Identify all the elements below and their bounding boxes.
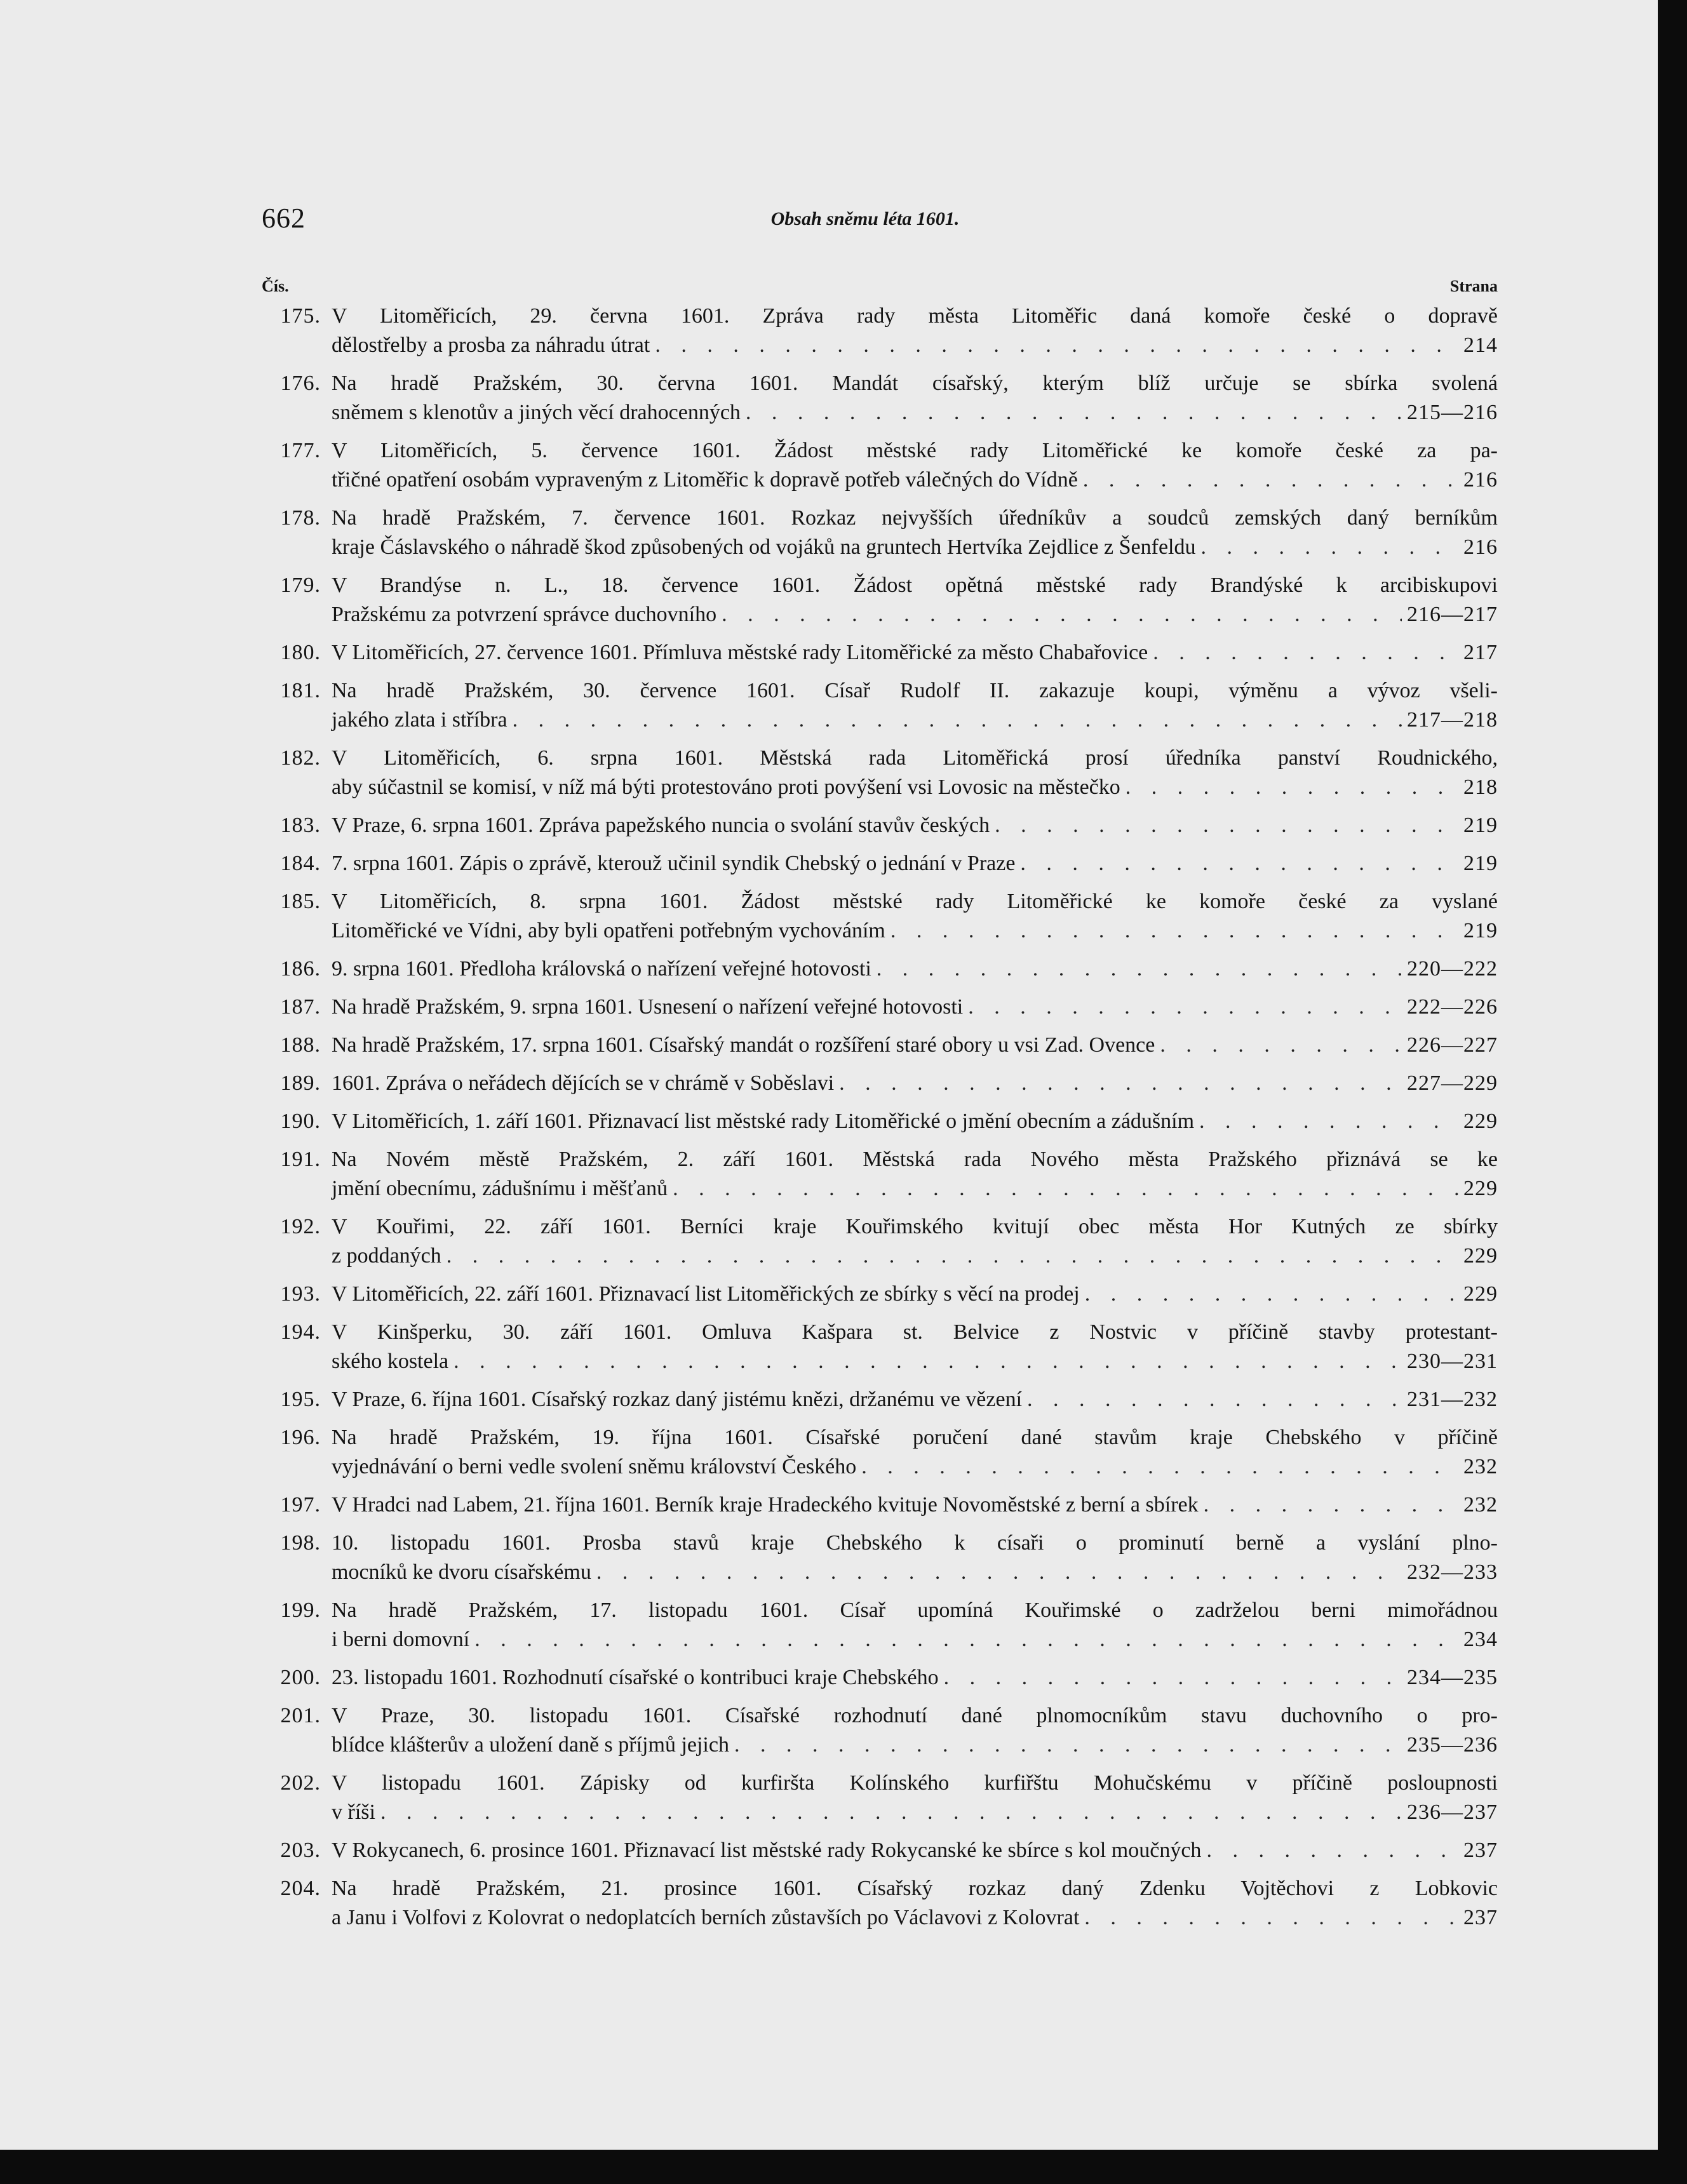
dot-leader: [746, 398, 1402, 427]
entry-page: 216: [1463, 535, 1498, 559]
entry-number: 190.: [280, 1109, 321, 1133]
entry-text: [332, 1069, 1498, 1098]
toc-entry: [251, 849, 1498, 878]
entry-title-end: V Praze, 6. října 1601. Císařský rozkaz daný jistému knězi, držanému ve vězení: [332, 1388, 1023, 1411]
entry-last-line: [332, 955, 1498, 984]
toc-entry: [251, 993, 1498, 1022]
dot-leader: [1126, 773, 1458, 802]
dot-leader: [877, 955, 1402, 984]
entry-page: 237: [1463, 1906, 1498, 1929]
column-heading-page: Strana: [1449, 277, 1498, 295]
entry-page: 217: [1463, 641, 1498, 664]
entry-text: [332, 302, 1498, 360]
entry-line: Na hradě Pražském, 30. července 1601. Císař Rudolf II. zakazuje koupi, výměnu a vývoz všeli-: [332, 679, 1498, 702]
toc-entry: [251, 638, 1498, 667]
entry-text: [332, 887, 1498, 946]
entry-number: 188.: [280, 1033, 321, 1057]
entry-number: 192.: [280, 1215, 321, 1238]
entry-last-line: [332, 1031, 1498, 1060]
entry-last-line: [332, 1107, 1498, 1136]
column-heading-number: Čís.: [262, 277, 289, 295]
toc-entry: [251, 676, 1498, 735]
entry-number: 199.: [280, 1598, 321, 1622]
entry-number: 182.: [280, 746, 321, 770]
entry-text: [332, 1874, 1498, 1933]
entry-number: 204.: [280, 1877, 321, 1900]
entry-page: 229: [1463, 1177, 1498, 1200]
entry-page: 237: [1463, 1839, 1498, 1862]
entry-text: [332, 638, 1498, 667]
dot-leader: [673, 1174, 1458, 1203]
entry-number: 176.: [280, 372, 321, 395]
toc-entry: [251, 1385, 1498, 1414]
entry-page: 229: [1463, 1282, 1498, 1306]
entry-last-line: [332, 849, 1498, 878]
entry-page: 219: [1463, 919, 1498, 942]
entry-line: V Brandýse n. L., 18. července 1601. Žádost opětná městské rady Brandýské k arcibiskupovi: [332, 573, 1498, 597]
entry-page: 234—235: [1407, 1666, 1498, 1689]
entry-page: 232: [1463, 1455, 1498, 1478]
entry-last-line: [332, 1174, 1498, 1203]
entry-number: 191.: [280, 1148, 321, 1171]
dot-leader: [734, 1731, 1402, 1760]
entry-title-end: aby súčastnil se komisí, v níž má býti protestováno proti povýšení vsi Lovosic na městečko: [332, 775, 1120, 799]
entry-last-line: [332, 398, 1498, 427]
entry-last-line: [332, 1663, 1498, 1692]
toc-entry: [251, 436, 1498, 495]
scan-border-bottom: [0, 2150, 1687, 2184]
toc-entry: [251, 1069, 1498, 1098]
entry-text: [332, 504, 1498, 562]
toc-entry: [251, 1874, 1498, 1933]
entry-text: [332, 369, 1498, 427]
entry-text: [332, 744, 1498, 802]
entry-last-line: [332, 916, 1498, 946]
entry-text: [332, 1385, 1498, 1414]
entry-last-line: [332, 1280, 1498, 1309]
entry-number: 185.: [280, 890, 321, 913]
entry-last-line: [332, 1836, 1498, 1865]
entry-last-line: [332, 993, 1498, 1022]
entry-text: [332, 1212, 1498, 1271]
entry-page: 226—227: [1407, 1033, 1498, 1057]
entry-title-end: třičné opatření osobám vypraveným z Litoměřic k dopravě potřeb válečných do Vídně: [332, 468, 1078, 492]
entry-last-line: [332, 600, 1498, 629]
entry-page: 216—217: [1407, 603, 1498, 626]
entry-line: Na hradě Pražském, 7. července 1601. Rozkaz nejvyšších úředníkův a soudců zemských daný berníkům: [332, 506, 1498, 530]
entry-text: [332, 1318, 1498, 1376]
entry-page: 215—216: [1407, 401, 1498, 424]
dot-leader: [513, 706, 1402, 735]
dot-leader: [839, 1069, 1402, 1098]
entry-page: 229: [1463, 1109, 1498, 1133]
toc-entry: [251, 1031, 1498, 1060]
entry-text: [332, 849, 1498, 878]
dot-leader: [1199, 1107, 1458, 1136]
entry-text: [332, 1280, 1498, 1309]
entry-title-end: 7. srpna 1601. Zápis o zprávě, kterouž učinil syndik Chebský o jednání v Praze: [332, 852, 1016, 875]
entry-last-line: [332, 1903, 1498, 1933]
toc-entry: [251, 1529, 1498, 1587]
entry-text: [332, 1529, 1498, 1587]
entry-last-line: [332, 1347, 1498, 1376]
entry-line: Na hradě Pražském, 21. prosince 1601. Císařský rozkaz daný Zdenku Vojtěchovi z Lobkovic: [332, 1877, 1498, 1900]
toc-entry: [251, 1212, 1498, 1271]
entry-number: 203.: [280, 1839, 321, 1862]
toc-entry: [251, 1280, 1498, 1309]
entry-number: 184.: [280, 852, 321, 875]
toc-entry: [251, 1769, 1498, 1827]
entry-page: 217—218: [1407, 708, 1498, 732]
toc-entry: [251, 504, 1498, 562]
entry-last-line: [332, 1452, 1498, 1482]
entry-line: Na hradě Pražském, 30. června 1601. Mandát císařský, kterým blíž určuje se sbírka svolená: [332, 372, 1498, 395]
entry-line: V Kinšperku, 30. září 1601. Omluva Kašpara st. Belvice z Nostvic v příčině stavby protestant-: [332, 1320, 1498, 1344]
dot-leader: [968, 993, 1402, 1022]
entry-last-line: [332, 331, 1498, 360]
entry-line: V Litoměřicích, 8. srpna 1601. Žádost městské rady Litoměřické ke komoře české za vyslané: [332, 890, 1498, 913]
toc-entry: [251, 1107, 1498, 1136]
entry-number: 181.: [280, 679, 321, 702]
entry-last-line: [332, 706, 1498, 735]
toc-entry: [251, 887, 1498, 946]
entry-last-line: [332, 1625, 1498, 1654]
toc-entry: [251, 955, 1498, 984]
entry-number: 196.: [280, 1426, 321, 1449]
page-number: 662: [262, 203, 306, 234]
entry-number: 183.: [280, 814, 321, 837]
entry-last-line: [332, 1385, 1498, 1414]
entry-text: [332, 1145, 1498, 1203]
entry-last-line: [332, 1798, 1498, 1827]
entry-number: 195.: [280, 1388, 321, 1411]
entry-title-end: V Litoměřicích, 22. září 1601. Přiznavací list Litoměřických ze sbírky s věcí na prodej: [332, 1282, 1080, 1306]
entry-title-end: kraje Čáslavského o náhradě škod způsobených od vojáků na gruntech Hertvíka Zejdlice z Šenfeldu: [332, 535, 1196, 559]
entry-text: [332, 1769, 1498, 1827]
entry-title-end: dělostřelby a prosba za náhradu útrat: [332, 333, 650, 357]
entry-line: V Litoměřicích, 29. června 1601. Zpráva rady města Litoměřic daná komoře české o dopravě: [332, 304, 1498, 328]
entry-last-line: [332, 1491, 1498, 1520]
entry-title-end: V Praze, 6. srpna 1601. Zpráva papežského nuncia o svolání stavův českých: [332, 814, 990, 837]
entry-last-line: [332, 1069, 1498, 1098]
entry-title-end: i berni domovní: [332, 1628, 470, 1651]
dot-leader: [1083, 466, 1458, 495]
toc-entry: [251, 1663, 1498, 1692]
dot-leader: [454, 1347, 1402, 1376]
entry-line: V Kouřimi, 22. září 1601. Berníci kraje Kouřimského kvitují obec města Hor Kutných ze sbírky: [332, 1215, 1498, 1238]
dot-leader: [995, 811, 1458, 840]
entry-last-line: [332, 638, 1498, 667]
entry-page: 232: [1463, 1493, 1498, 1517]
entry-number: 201.: [280, 1704, 321, 1727]
dot-leader: [1084, 1903, 1458, 1933]
entry-line: Na hradě Pražském, 19. října 1601. Císařské poručení dané stavům kraje Chebského v příčině: [332, 1426, 1498, 1449]
running-title: Obsah sněmu léta 1601.: [770, 208, 960, 229]
entry-page: 234: [1463, 1628, 1498, 1651]
entry-text: [332, 1031, 1498, 1060]
entry-text: [332, 1596, 1498, 1654]
entry-number: 178.: [280, 506, 321, 530]
entry-title-end: Litoměřické ve Vídni, aby byli opatřeni potřebným vychováním: [332, 919, 885, 942]
entry-title-end: Na hradě Pražském, 17. srpna 1601. Císařský mandát o rozšíření staré obory u vsi Zad. Ovence: [332, 1033, 1155, 1057]
entry-last-line: [332, 1731, 1498, 1760]
entry-page: 232—233: [1407, 1560, 1498, 1584]
entry-page: 218: [1463, 775, 1498, 799]
entry-text: [332, 1836, 1498, 1865]
entry-title-end: 9. srpna 1601. Předloha královská o nařízení veřejné hotovosti: [332, 957, 871, 981]
dot-leader: [1204, 1491, 1458, 1520]
toc-entry: [251, 1701, 1498, 1760]
entry-last-line: [332, 533, 1498, 562]
entry-title-end: sněmem s klenotův a jiných věcí drahocenných: [332, 401, 741, 424]
dot-leader: [1027, 1385, 1402, 1414]
entry-page: 219: [1463, 852, 1498, 875]
entry-page: 230—231: [1407, 1350, 1498, 1373]
entry-page: 220—222: [1407, 957, 1498, 981]
toc-entry: [251, 571, 1498, 629]
dot-leader: [474, 1625, 1458, 1654]
dot-leader: [891, 916, 1458, 946]
scan-border-right: [1658, 0, 1687, 2184]
entry-page: 231—232: [1407, 1388, 1498, 1411]
entry-text: [332, 1107, 1498, 1136]
dot-leader: [722, 600, 1402, 629]
entry-page: 216: [1463, 468, 1498, 492]
toc-entry: [251, 1596, 1498, 1654]
entry-line: V Praze, 30. listopadu 1601. Císařské rozhodnutí dané plnomocníkům stavu duchovního o pro-: [332, 1704, 1498, 1727]
entry-title-end: Pražskému za potvrzení správce duchovního: [332, 603, 717, 626]
entry-title-end: 1601. Zpráva o neřádech dějících se v chrámě v Soběslavi: [332, 1071, 835, 1095]
entry-title-end: z poddaných: [332, 1244, 441, 1268]
entry-last-line: [332, 1242, 1498, 1271]
entry-line: V Litoměřicích, 5. července 1601. Žádost městské rady Litoměřické ke komoře české za pa-: [332, 439, 1498, 462]
toc-entry: [251, 369, 1498, 427]
entry-number: 194.: [280, 1320, 321, 1344]
toc-entry: [251, 1145, 1498, 1203]
entry-last-line: [332, 466, 1498, 495]
dot-leader: [1201, 533, 1459, 562]
entry-line: Na hradě Pražském, 17. listopadu 1601. Císař upomíná Kouřimské o zadrželou berni mimořádnou: [332, 1598, 1498, 1622]
entry-number: 187.: [280, 995, 321, 1019]
entry-title-end: ského kostela: [332, 1350, 449, 1373]
entry-number: 198.: [280, 1531, 321, 1555]
entry-line: 10. listopadu 1601. Prosba stavů kraje Chebského k císaři o prominutí berně a vyslání plno-: [332, 1531, 1498, 1555]
entry-number: 197.: [280, 1493, 321, 1517]
toc-entry: [251, 744, 1498, 802]
entry-last-line: [332, 1558, 1498, 1587]
entry-last-line: [332, 811, 1498, 840]
entry-title-end: blídce klášterův a uložení daně s příjmů jejich: [332, 1733, 729, 1757]
entry-title-end: a Janu i Volfovi z Kolovrat o nedoplatcích berních zůstavších po Václavovi z Kolovrat: [332, 1906, 1080, 1929]
entry-text: [332, 436, 1498, 495]
dot-leader: [861, 1452, 1458, 1482]
entry-line: V Litoměřicích, 6. srpna 1601. Městská rada Litoměřická prosí úředníka panství Roudnického,: [332, 746, 1498, 770]
entry-page: 214: [1463, 333, 1498, 357]
entry-title-end: V Litoměřicích, 27. července 1601. Přímluva městské rady Litoměřické za město Chabařovice: [332, 641, 1148, 664]
toc-entry: [251, 1423, 1498, 1482]
entry-text: [332, 993, 1498, 1022]
dot-leader: [380, 1798, 1402, 1827]
entry-text: [332, 1491, 1498, 1520]
entry-text: [332, 811, 1498, 840]
entry-page: 227—229: [1407, 1071, 1498, 1095]
entry-number: 202.: [280, 1771, 321, 1795]
entry-text: [332, 676, 1498, 735]
entry-number: 177.: [280, 439, 321, 462]
entry-page: 219: [1463, 814, 1498, 837]
toc-entry: [251, 1836, 1498, 1865]
entry-text: [332, 571, 1498, 629]
page-header: [262, 202, 1469, 240]
entry-title-end: vyjednávání o berni vedle svolení sněmu království Českého: [332, 1455, 857, 1478]
entry-line: Na Novém městě Pražském, 2. září 1601. Městská rada Nového města Pražského přiznává se ke: [332, 1148, 1498, 1171]
toc-entry: [251, 811, 1498, 840]
entry-text: [332, 1701, 1498, 1760]
entry-page: 222—226: [1407, 995, 1498, 1019]
entry-number: 193.: [280, 1282, 321, 1306]
dot-leader: [944, 1663, 1402, 1692]
entry-line: V listopadu 1601. Zápisky od kurfiršta Kolínského kurfiřštu Mohučskému v příčině posloupnosti: [332, 1771, 1498, 1795]
entry-title-end: v říši: [332, 1800, 375, 1824]
dot-leader: [1160, 1031, 1402, 1060]
entry-page: 229: [1463, 1244, 1498, 1268]
entry-number: 175.: [280, 304, 321, 328]
entry-page: 236—237: [1407, 1800, 1498, 1824]
entry-title-end: Na hradě Pražském, 9. srpna 1601. Usnesení o nařízení veřejné hotovosti: [332, 995, 964, 1019]
entry-number: 179.: [280, 573, 321, 597]
entry-title-end: V Hradci nad Labem, 21. října 1601. Berník kraje Hradeckého kvituje Novoměstské z berní a sbírek: [332, 1493, 1199, 1517]
entry-text: [332, 1423, 1498, 1482]
dot-leader: [1153, 638, 1458, 667]
entry-title-end: 23. listopadu 1601. Rozhodnutí císařské o kontribuci kraje Chebského: [332, 1666, 939, 1689]
toc-entry: [251, 1318, 1498, 1376]
entry-number: 189.: [280, 1071, 321, 1095]
dot-leader: [655, 331, 1458, 360]
toc-entry: [251, 302, 1498, 360]
entry-text: [332, 1663, 1498, 1692]
entry-title-end: V Rokycanech, 6. prosince 1601. Přiznavací list městské rady Rokycanské ke sbírce s kol moučných: [332, 1839, 1202, 1862]
entry-title-end: mocníků ke dvoru císařskému: [332, 1560, 591, 1584]
entry-title-end: jakého zlata i stříbra: [332, 708, 507, 732]
entry-text: [332, 955, 1498, 984]
entry-number: 186.: [280, 957, 321, 981]
dot-leader: [447, 1242, 1458, 1271]
entry-number: 180.: [280, 641, 321, 664]
dot-leader: [596, 1558, 1402, 1587]
column-headings: [262, 277, 1498, 302]
table-of-contents: [251, 302, 1498, 1941]
entry-last-line: [332, 773, 1498, 802]
dot-leader: [1085, 1280, 1458, 1309]
entry-page: 235—236: [1407, 1733, 1498, 1757]
toc-entry: [251, 1491, 1498, 1520]
entry-title-end: V Litoměřicích, 1. září 1601. Přiznavací list městské rady Litoměřické o jmění obecním a zádušním: [332, 1109, 1195, 1133]
entry-number: 200.: [280, 1666, 321, 1689]
entry-title-end: jmění obecnímu, zádušnímu i měšťanů: [332, 1177, 668, 1200]
dot-leader: [1206, 1836, 1458, 1865]
dot-leader: [1020, 849, 1458, 878]
